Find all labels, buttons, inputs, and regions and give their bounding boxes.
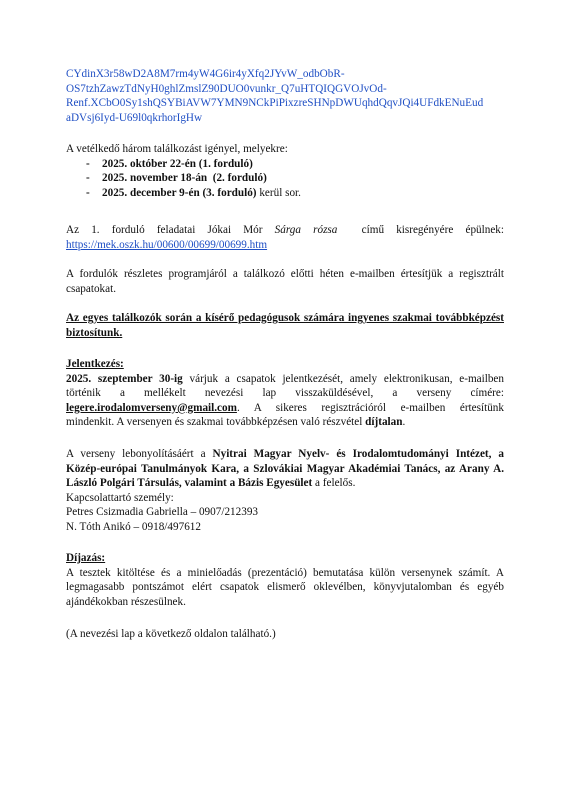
awards-section: [66, 551, 504, 609]
training-section: [66, 311, 504, 340]
round-date: 2025. október 22-én (1. forduló): [102, 157, 253, 170]
round-item-2: [66, 171, 504, 186]
organizers-line-1: [66, 447, 504, 462]
notification-line-1: A fordulók részletes programjáról a találkozó előtti héten e-mailben értesítjük a regisztrált: [66, 268, 504, 280]
awards-line-1: A tesztek kitöltése és a minielőadás (prezentáció) bemutatása külön versenynek számít. A: [66, 566, 504, 579]
organizers-line-1-bold: Nyitrai Magyar Nyelv- és Irodalomtudományi Intézet, a: [212, 448, 504, 460]
first-round-text: [66, 223, 504, 238]
rounds-section: [66, 142, 504, 200]
awards-line-2: legmagasabb pontszámot elért csapatok elismerő oklevélben, könyvjutalomban és egyéb: [66, 581, 504, 594]
novel-title: Sárga rózsa: [274, 224, 338, 236]
url-line-4[interactable]: aDVsj6Iyd-U69l0qkrhorIgHw: [66, 111, 203, 124]
registration-line-3-rest: . A sikeres regisztrációról e-mailben értesítünk: [236, 401, 504, 414]
first-round-text-after: című kisregényére épülnek:: [337, 224, 505, 236]
notification-line-2: csapatokat.: [66, 282, 117, 295]
awards-heading: Díjazás:: [66, 552, 106, 564]
url-line-3[interactable]: Renf.XCbO0Sy1shQSYBiAVW7YMN9NCkPiPixzreSHNpDWUqhdQqvJQi4UFdkENuEud: [66, 97, 484, 110]
url-line-2[interactable]: OS7tzhZawzTdNyH0ghlZmslZ90DUO0vunkr_Q7uHTQIQGVOJvOd-: [66, 82, 387, 95]
round-dash: -: [86, 186, 90, 199]
contact-label: Kapcsolattartó személy:: [66, 491, 174, 504]
round-item-3: [66, 186, 504, 201]
round-date: 2025. november 18-án (2. forduló): [102, 172, 267, 185]
organizers-line-3-end: a felelős.: [312, 477, 356, 490]
registration-line-2: történik a mellékelt nevezési lap visszaküldésével, a verseny címére:: [66, 387, 504, 400]
registration-deadline: 2025. szeptember 30-ig: [66, 372, 183, 385]
organizers-section: [66, 447, 504, 535]
first-round-section: [66, 223, 504, 252]
url-line-1[interactable]: CYdinX3r58wD2A8M7rm4yW4G6ir4yXfq2JYvW_odbObR-: [66, 68, 345, 80]
footer-note: (A nevezési lap a következő oldalon található.): [66, 628, 276, 640]
notification-section: [66, 267, 504, 296]
rounds-list: [66, 157, 504, 201]
contact-person-1: Petres Csizmadia Gabriella – 0907/212393: [66, 506, 259, 519]
awards-line-3: ajándékokban részesülnek.: [66, 595, 186, 608]
round-dash: -: [86, 172, 90, 185]
free-label: díjtalan: [365, 416, 403, 429]
novel-link[interactable]: https://mek.oszk.hu/00600/00699/00699.htm: [66, 238, 268, 251]
registration-heading: Jelentkezés:: [66, 358, 124, 370]
registration-section: [66, 357, 504, 430]
round-suffix: kerül sor.: [256, 186, 301, 199]
first-round-text-before: Az 1. forduló feladatai Jókai Mór: [66, 224, 275, 236]
training-line-2: biztosítunk.: [66, 326, 123, 339]
round-date: 2025. december 9-én (3. forduló): [102, 186, 257, 199]
registration-line-1-rest: várjuk a csapatok jelentkezését, amely elektronikusan, e-mailben: [182, 372, 504, 385]
registration-email[interactable]: legere.irodalomverseny@gmail.com: [66, 401, 237, 414]
registration-line-4-end: .: [402, 416, 406, 429]
registration-line-1: [66, 372, 504, 387]
registration-line-4: [66, 415, 504, 430]
organizers-line-3: [66, 476, 504, 491]
registration-line-3: [66, 401, 504, 416]
round-item-1: [66, 157, 504, 172]
organizers-line-3-bold: László Polgári Társulás, valamint a Bázis Egyesület: [66, 477, 313, 490]
round-dash: -: [86, 157, 90, 170]
rounds-intro: A vetélkedő három találkozást igényel, melyekre:: [66, 143, 288, 155]
contact-person-2: N. Tóth Anikó – 0918/497612: [66, 520, 201, 533]
organizers-line-1-start: A verseny lebonyolításáért a: [66, 448, 213, 460]
organizers-line-2: Közép-európai Tanulmányok Kara, a Szlovákiai Magyar Akadémiai Tanács, az Arany A.: [66, 462, 504, 475]
training-line-1: Az egyes találkozók során a kísérő pedagógusok számára ingyenes szakmai továbbképzést: [66, 312, 504, 324]
url-block[interactable]: [66, 67, 504, 125]
registration-line-4-text: mindenkit. A versenyen és szakmai továbbképzésen való részvétel: [66, 416, 366, 429]
